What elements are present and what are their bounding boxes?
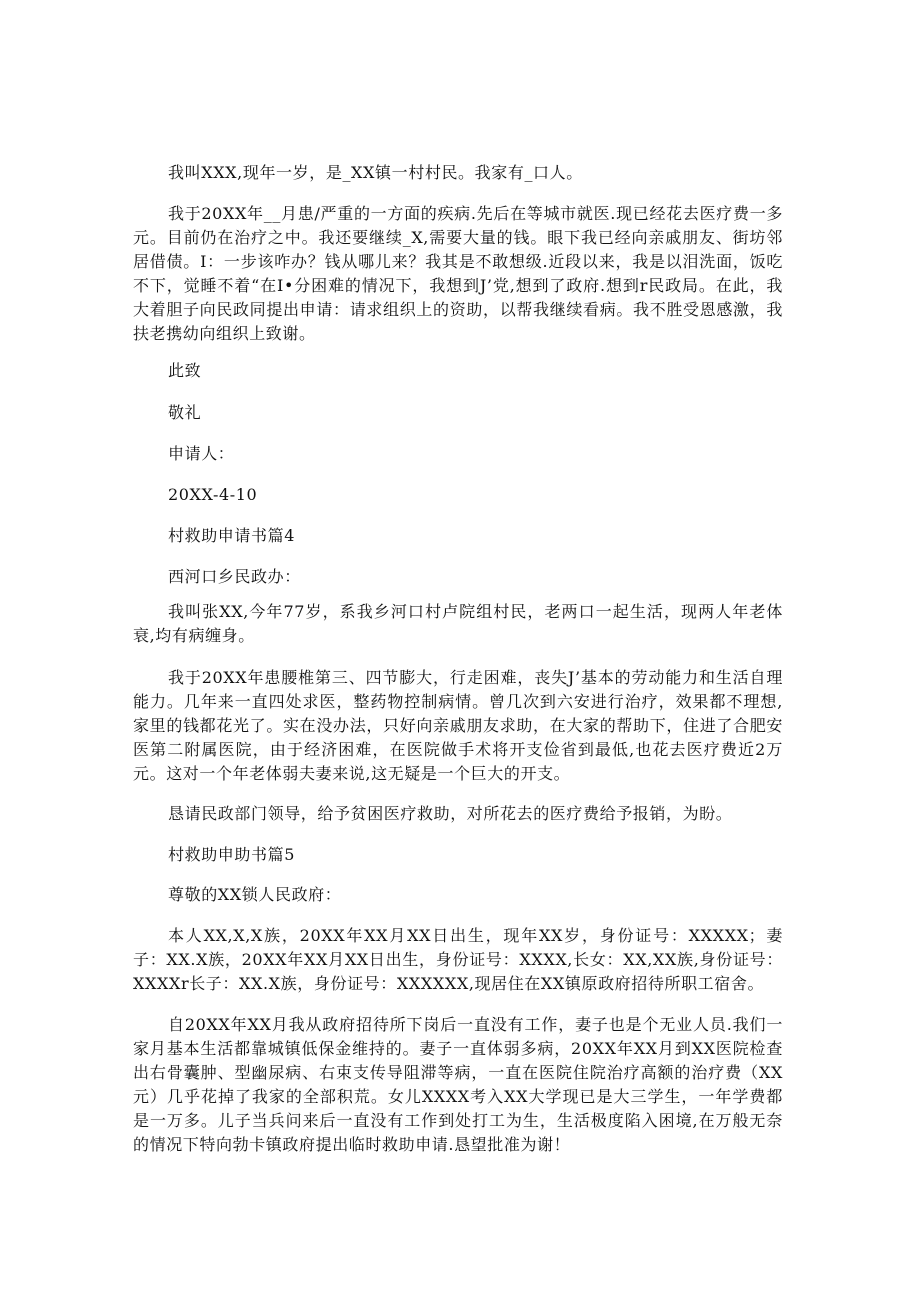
intro-paragraph: 我叫XXX,现年一岁，是_XX镇一村村民。我家有_口人。 bbox=[168, 163, 583, 182]
medical-history-paragraph: 我于20XX年患腰椎第三、四节膨大，行走困难，丧失J’基本的劳动能力和生活自理能力。几年来一直四处求医，整药物控制病情。曾几次到六安进行治疗，效果都不理想,家里的钱都花光了。实在没办法，只好向亲戚朋友求助，在大家的帮助下，住进了合肥安医第二附属医院，由于经济困难，在医院做手术将开支俭省到最低,也花去医疗费近2万元。这对一个年老体弱夫妻来说,这无疑是一个巨大的开支。 bbox=[133, 668, 783, 783]
self-intro-paragraph: 我叫张XX,今年77岁，系我乡河口村卢院组村民，老两口一起生活，现两人年老体衰,均有病缠身。 bbox=[133, 602, 783, 645]
applicant-label: 申请人： bbox=[168, 444, 235, 463]
salutation-line: 此致 bbox=[168, 361, 202, 380]
request-paragraph: 恳请民政部门领导，给予贫困医疗救助，对所花去的医疗费给予报销，为盼。 bbox=[168, 804, 733, 823]
regards-line: 敬礼 bbox=[168, 403, 202, 422]
recipient-line: 西河口乡民政办： bbox=[168, 567, 301, 586]
section-heading-5: 村救助申助书篇5 bbox=[168, 845, 295, 864]
hardship-paragraph: 自20XX年XX月我从政府招待所下岗后一直没有工作，妻子也是个无业人员.我们一家月基本生活都靠城镇低保金维持的。妻子一直体弱多病，20XX年XX月到XX医院检查出右骨囊肿、型幽尿病、右束支传导阻滞等病，一直在医院住院治疗高额的治疗费（XX元）几乎花掉了我家的全部积荒。女儿XXXX考入XX大学现已是大三学生，一年学费都是一万多。儿子当兵问来后一直没有工作到处打工为生，生活极度陷入困境,在万般无奈的情况下特向勃卡镇政府提出临时救助申请.恳望批准为谢！ bbox=[133, 1015, 783, 1154]
illness-paragraph: 我于20XX年__月患/严重的一方面的疾病.先后在等城市就医.现已经花去医疗费一多元。目前仍在治疗之中。我还要继续_X,需要大量的钱。眼下我已经向亲戚朋友、街坊邻居借债。I：一步该咋办？钱从哪儿来？我其是不敢想级.近段以来，我是以泪洗面，饭吃不下，觉睡不着“在I•分困难的情况下，我想到J’党,想到了政府.想到r民政局。在此，我大着胆子向民政同提出申请：请求组织上的资助，以帮我继续看病。我不胜受恩感激，我扶老携幼向组织上致谢。 bbox=[133, 204, 783, 343]
section-heading-4: 村救助申请书篇4 bbox=[168, 526, 295, 545]
date-line: 20XX-4-10 bbox=[168, 485, 258, 504]
family-info-paragraph: 本人XX,X,X族，20XX年XX月XX日出生，现年XX岁，身份证号：XXXXX；妻子：XX.X族，20XX年XX月XX日出生，身份证号：XXXX,长女：XX,XX族,身份证号：XXXXr长子：XX.X族，身份证号：XXXXXX,现居住在XX镇原政府招待所职工宿舍。 bbox=[133, 926, 783, 993]
recipient-line-2: 尊敬的XX锁人民政府： bbox=[168, 885, 342, 904]
